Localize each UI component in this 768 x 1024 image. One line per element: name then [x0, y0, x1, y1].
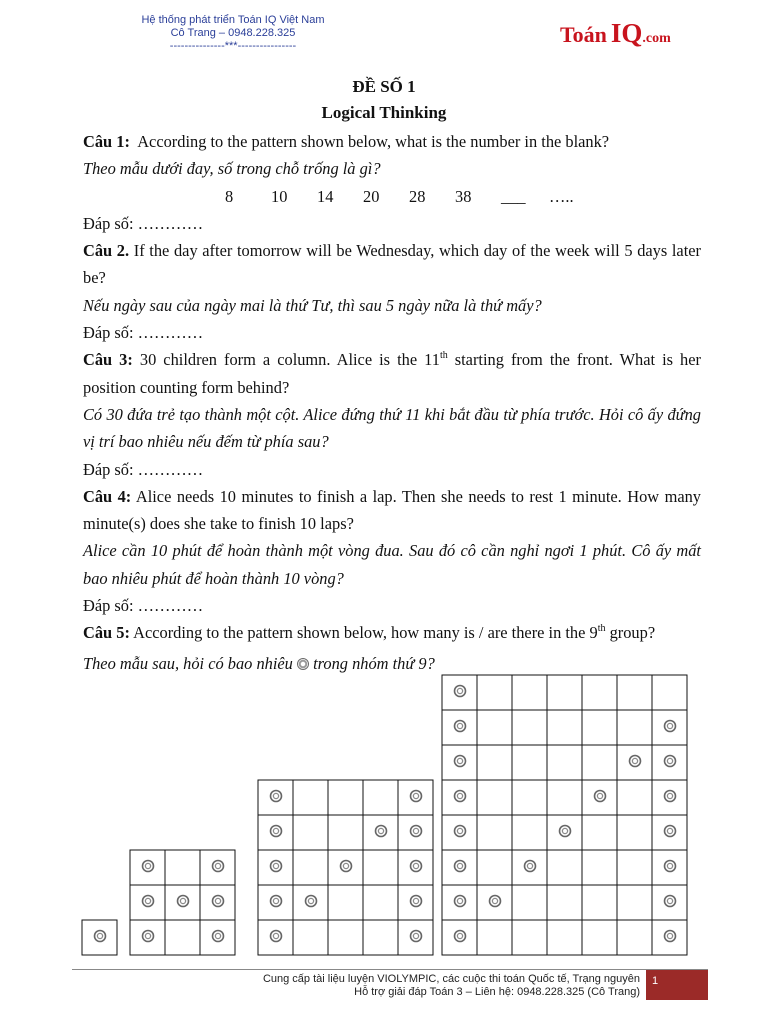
pattern-group-1 [82, 920, 117, 955]
q1-question: According to the pattern shown below, what is the number in the blank? [137, 132, 610, 151]
grid-cell [582, 745, 617, 780]
seq-dots: ….. [549, 186, 574, 206]
grid-cell [477, 710, 512, 745]
grid-cell [512, 885, 547, 920]
circle-icon [525, 861, 536, 872]
circle-icon [271, 791, 282, 802]
grid-cell [547, 920, 582, 955]
q2-vi: Nếu ngày sau của ngày mai là thứ Tư, thì sau 5 ngày nữa là thứ mấy? [83, 295, 542, 315]
grid-cell [547, 745, 582, 780]
grid-cell [328, 885, 363, 920]
q1-vi: Theo mẫu dưới đay, số trong chỗ trống là gì? [83, 159, 381, 179]
circle-icon [455, 931, 466, 942]
grid-cell [582, 850, 617, 885]
grid-cell [617, 920, 652, 955]
q1-label: Câu 1: [83, 132, 130, 151]
circle-icon [143, 861, 154, 872]
grid-cell [582, 815, 617, 850]
grid-cell [477, 745, 512, 780]
footer-text [180, 973, 640, 999]
circle-icon [411, 791, 422, 802]
grid-cell [512, 745, 547, 780]
circle-icon [271, 896, 282, 907]
circle-icon [630, 756, 641, 767]
circle-icon [213, 931, 224, 942]
circle-icon [455, 896, 466, 907]
circle-icon [271, 861, 282, 872]
circle-icon [665, 896, 676, 907]
circle-icon [455, 826, 466, 837]
grid-cell [512, 815, 547, 850]
footer-line-2: Hỗ trợ giải đáp Toán 3 – Liên hệ: 0948.228.325 (Cô Trang) [354, 986, 640, 998]
header-contact: Cô Trang – 0948.228.325 [170, 27, 296, 39]
seq-blank: ___ [501, 186, 526, 206]
circle-icon [143, 931, 154, 942]
q3-question-b: starting from the front. What is her position counting form behind? [83, 350, 701, 397]
q3-question-a: 30 children form a column. Alice is the 11 [139, 350, 440, 370]
page-number: 1 [646, 970, 708, 1000]
grid-cell [328, 780, 363, 815]
seq-item: 38 [455, 186, 472, 206]
seq-item: 10 [271, 186, 288, 206]
grid-cell [363, 850, 398, 885]
circle-icon [665, 826, 676, 837]
q5-vi-b: trong nhóm thứ 9? [308, 653, 435, 673]
footer-line-1: Cung cấp tài liệu luyện VIOLYMPIC, các cuộc thi toán Quốc tế, Trạng nguyên [262, 973, 640, 985]
grid-cell [363, 920, 398, 955]
circle-icon [595, 791, 606, 802]
q5-question-b: group? [605, 623, 656, 643]
grid-cell [652, 675, 687, 710]
grid-cell [293, 920, 328, 955]
q5-label: Câu 5: [83, 623, 130, 643]
q3-vi: Có 30 đứa trẻ tạo thành một cột. Alice đứng thứ 11 khi bắt đầu từ phía trước. Hỏi cô ấy đứng vị trí bao nhiêu nếu đếm từ phía sau? [83, 404, 701, 452]
grid-cell [617, 675, 652, 710]
q3-sup: th [439, 350, 448, 362]
grid-cell [617, 710, 652, 745]
grid-cell [165, 920, 200, 955]
grid-cell [293, 815, 328, 850]
circle-icon [213, 896, 224, 907]
grid-cell [582, 675, 617, 710]
pattern-group-2 [130, 850, 235, 955]
circle-icon [490, 896, 501, 907]
circle-icon [143, 896, 154, 907]
q4-question: Alice needs 10 minutes to finish a lap. Then she needs to rest 1 minute. How many minute(s) does she take to finish 10 laps? [83, 486, 702, 534]
grid-cell [617, 815, 652, 850]
footer-divider [72, 969, 708, 970]
grid-cell [477, 850, 512, 885]
q2-question: If the day after tomorrow will be Wednesday, which day of the week will 5 days later be? [83, 241, 701, 288]
doc-title: ĐỀ SỐ 1 [352, 77, 416, 96]
circle-icon [271, 931, 282, 942]
circle-icon [455, 791, 466, 802]
grid-cell [582, 885, 617, 920]
circle-icon [95, 931, 106, 942]
q5-vi-a: Theo mẫu sau, hỏi có bao nhiêu [83, 653, 297, 673]
grid-cell [512, 920, 547, 955]
pattern-group-3 [258, 780, 433, 955]
circle-icon [306, 896, 317, 907]
q1-answer: Đáp số: ………… [83, 213, 204, 233]
grid-cell [328, 815, 363, 850]
q2-label: Câu 2. [83, 241, 130, 261]
circle-icon [665, 791, 676, 802]
circle-icon [455, 721, 466, 732]
grid-cell [477, 780, 512, 815]
doc-subtitle: Logical Thinking [321, 103, 447, 122]
circle-icon [178, 896, 189, 907]
circle-icon [665, 721, 676, 732]
grid-cell [328, 920, 363, 955]
circle-icon [455, 861, 466, 872]
circle-icon [341, 861, 352, 872]
circle-icon [411, 826, 422, 837]
grid-cell [582, 920, 617, 955]
circle-icon [213, 861, 224, 872]
q3-answer: Đáp số: ………… [83, 459, 204, 479]
circle-icon [376, 826, 387, 837]
grid-cell [293, 780, 328, 815]
seq-item: 8 [225, 186, 234, 206]
circle-icon [411, 931, 422, 942]
grid-cell [363, 780, 398, 815]
grid-cell [617, 780, 652, 815]
grid-cell [547, 780, 582, 815]
grid-cell [617, 885, 652, 920]
grid-cell [512, 780, 547, 815]
q4-label: Câu 4: [83, 486, 132, 506]
circle-icon [455, 686, 466, 697]
header-org: Hệ thống phát triển Toán IQ Việt Nam [141, 14, 325, 26]
q4-answer: Đáp số: ………… [83, 596, 204, 616]
grid-cell [512, 710, 547, 745]
grid-cell [165, 850, 200, 885]
q5-sup: th [597, 623, 606, 635]
grid-cell [547, 885, 582, 920]
grid-cell [547, 675, 582, 710]
logo-part-3: .com [642, 31, 671, 46]
circle-icon [665, 931, 676, 942]
q2-answer: Đáp số: ………… [83, 323, 204, 343]
circle-icon [411, 861, 422, 872]
grid-cell [547, 710, 582, 745]
header-divider: ---------------***---------------- [169, 40, 297, 52]
circle-icon [271, 826, 282, 837]
grid-cell [477, 815, 512, 850]
circle-icon [665, 861, 676, 872]
grid-cell [512, 675, 547, 710]
q3-label: Câu 3: [83, 350, 133, 370]
pattern-group-4 [442, 675, 687, 955]
circle-icon [560, 826, 571, 837]
seq-item: 28 [409, 186, 426, 206]
grid-cell [547, 850, 582, 885]
logo-part-2: IQ [610, 18, 643, 48]
grid-cell [477, 920, 512, 955]
grid-cell [617, 850, 652, 885]
circle-icon [665, 756, 676, 767]
grid-cell [293, 850, 328, 885]
circle-icon [455, 756, 466, 767]
q4-vi: Alice cần 10 phút để hoàn thành một vòng đua. Sau đó cô cần nghỉ ngơi 1 phút. Cô ấy mất bao nhiêu phút để hoàn thành 10 vòng? [83, 541, 701, 588]
grid-cell [477, 675, 512, 710]
grid-cell [582, 710, 617, 745]
logo-part-1: Toán [560, 22, 607, 47]
seq-item: 14 [317, 186, 334, 206]
circle-icon [411, 896, 422, 907]
seq-item: 20 [363, 186, 380, 206]
grid-cell [363, 885, 398, 920]
q5-question-a: According to the pattern shown below, how many is / are there in the 9 [133, 623, 598, 643]
